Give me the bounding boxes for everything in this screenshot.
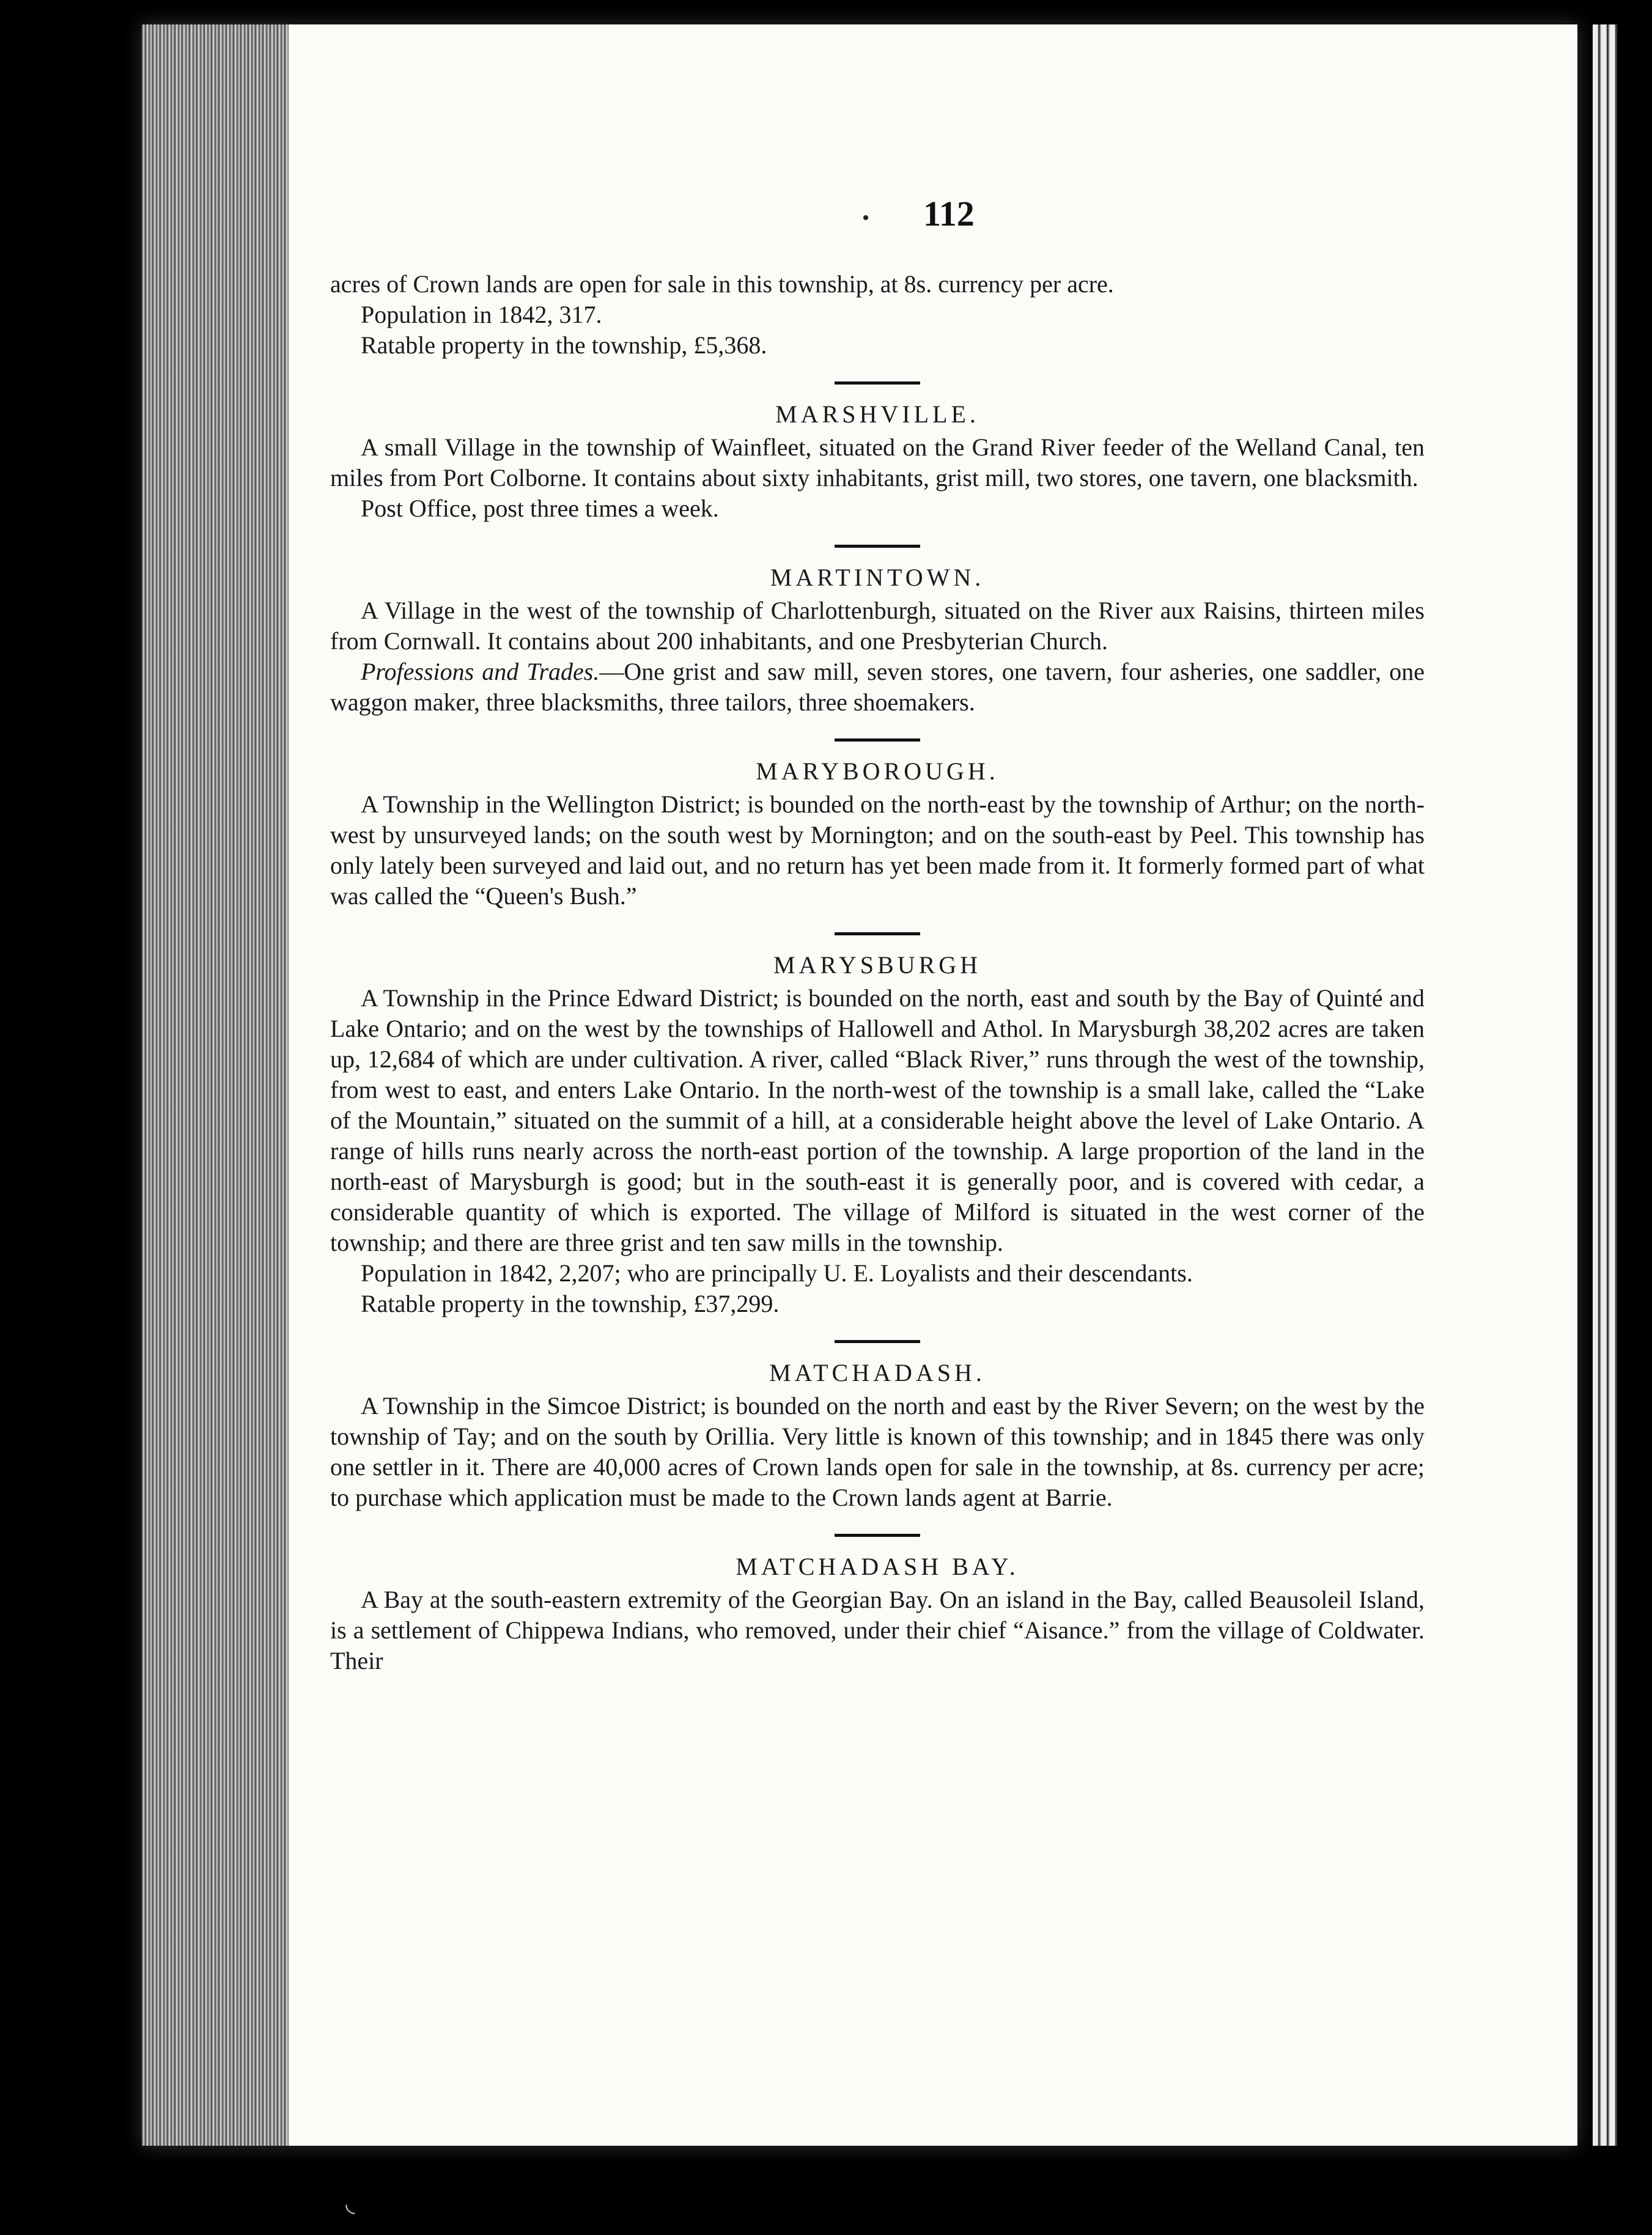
heading-matchadash-bay: MATCHADASH BAY. <box>736 1553 1019 1580</box>
text-block <box>330 177 1425 1676</box>
marysburgh-paragraph-2: Population in 1842, 2,207; who are principally U. E. Loyalists and their descendants. <box>361 1259 1193 1287</box>
martintown-paragraph-1: A Village in the west of the township of Charlottenburgh, situated on the River aux Raisins, thirteen miles from Cornwall. It contains about 200 inhabitants, and one Presbyterian Church. <box>330 597 1425 655</box>
section-rule <box>835 545 920 548</box>
trades-label: Professions and Trades. <box>361 658 600 685</box>
matchadash-paragraph-1: A Township in the Simcoe District; is bounded on the north and east by the River Severn; on the west by the township of Tay; and on the south by Orillia. Very little is known of this township; and in 1845 there was only one settler in it. There are 40,000 acres of Crown lands open for sale in the township, at 8s. currency per acre; to purchase which application must be made to the Crown lands agent at Barrie. <box>330 1392 1425 1511</box>
intro-paragraph-1: acres of Crown lands are open for sale in this township, at 8s. currency per acre. <box>330 270 1114 298</box>
section-rule <box>835 381 920 385</box>
trades-text: —One grist and saw mill, seven stores, one tavern, four asheries, one saddler, one waggon maker, three blacksmiths, three tailors, three shoemakers. <box>330 658 1425 716</box>
intro-paragraph-2: Population in 1842, 317. <box>361 301 602 328</box>
page-number: 112 <box>923 194 975 234</box>
corner-mark: ◟ <box>345 2189 355 2217</box>
marysburgh-paragraph-1: A Township in the Prince Edward District; is bounded on the north, east and south by the Bay of Quinté and Lake Ontario; and on the west by the townships of Hallowell and Athol. In Marysburgh 38,202 acres are taken up, 12,684 of which are under cultivation. A river, called “Black River,” runs through the west of the township, from west to east, and enters Lake Ontario. In the north-west of the township is a small lake, called the “Lake of the Mountain,” situated on the summit of a hill, at a considerable height above the level of Lake Ontario. A range of hills runs nearly across the north-east portion of the township. A large proportion of the land in the north-east of Marysburgh is good; but in the south-east it is generally poor, and is covered with cedar, a considerable quantity of which is exported. The village of Milford is situated in the west corner of the township; and there are three grist and ten saw mills in the township. <box>330 984 1425 1256</box>
section-rule <box>835 738 920 742</box>
section-rule <box>835 1340 920 1343</box>
marysburgh-paragraph-3: Ratable property in the township, £37,299. <box>361 1290 780 1317</box>
heading-martintown: MARTINTOWN. <box>770 564 985 591</box>
heading-maryborough: MARYBOROUGH. <box>756 757 999 785</box>
intro-paragraph-3: Ratable property in the township, £5,368. <box>361 331 767 359</box>
section-rule <box>835 1534 920 1537</box>
marshville-paragraph-2: Post Office, post three times a week. <box>361 495 719 522</box>
section-rule <box>835 932 920 935</box>
right-page-edge <box>1593 24 1617 2146</box>
maryborough-paragraph-1: A Township in the Wellington District; is bounded on the north-east by the township of Arthur; on the north-west by unsurveyed lands; on the south west by Mornington; and on the south-east by Peel. This township has only lately been surveyed and laid out, and no return has yet been made from it. It formerly formed part of what was called the “Queen's Bush.” <box>330 790 1425 910</box>
heading-matchadash: MATCHADASH. <box>769 1359 986 1386</box>
heading-marysburgh: MARYSBURGH <box>773 951 982 979</box>
page-edges <box>142 24 289 2146</box>
heading-marshville: MARSHVILLE. <box>775 400 979 428</box>
matchadash-bay-paragraph-1: A Bay at the south-eastern extremity of the Georgian Bay. On an island in the Bay, called Beausoleil Island, is a settlement of Chippewa Indians, who removed, under their chief “Aisance.” from the village of Coldwater. Their <box>330 1586 1425 1674</box>
marshville-paragraph-1: A small Village in the township of Wainfleet, situated on the Grand River feeder of the Welland Canal, ten miles from Port Colborne. It contains about sixty inhabitants, grist mill, two stores, one tavern, one blacksmith. <box>330 433 1425 492</box>
martintown-trades-paragraph <box>330 657 1425 718</box>
